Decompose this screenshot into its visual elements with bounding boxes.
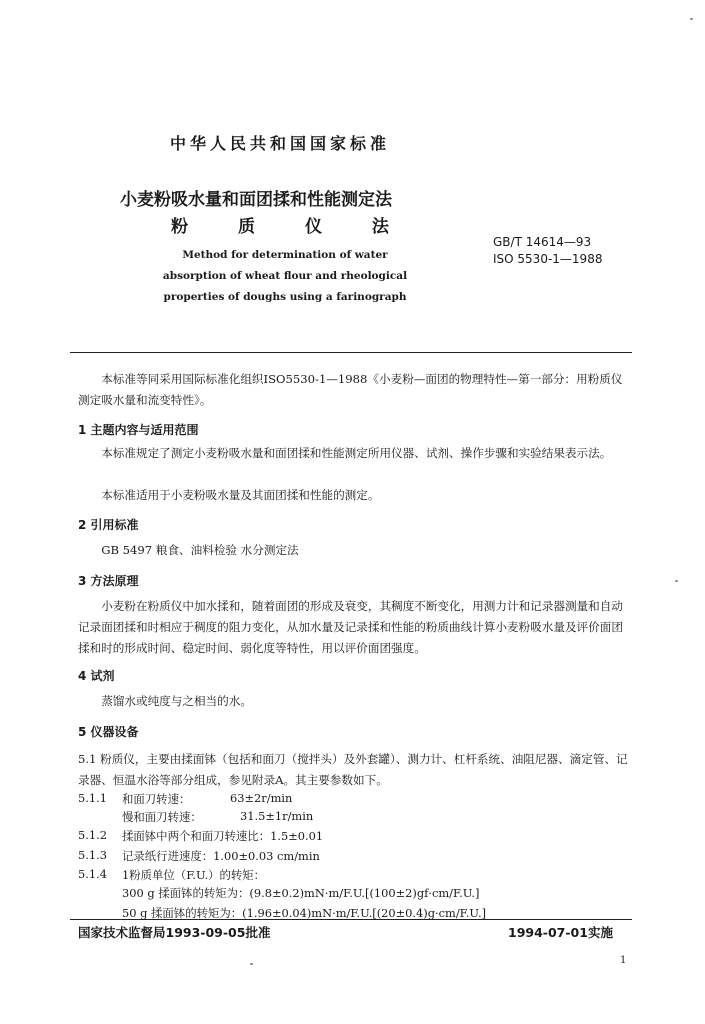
param-text: 揉面钵中两个和面刀转速比：1.5±0.01 xyxy=(122,829,324,843)
param-number: 5.1.3 xyxy=(78,848,107,862)
standard-codes xyxy=(493,234,602,268)
param-number: 5.1.1 xyxy=(78,791,107,805)
scan-speck xyxy=(250,963,253,965)
approval-date: 国家技术监督局1993-09-05批准 xyxy=(78,925,271,940)
section-4-paragraph-1: 蒸馏水或纯度与之相当的水。 xyxy=(101,694,252,708)
section-heading-5: 5 仪器设备 xyxy=(78,725,139,739)
footer-divider xyxy=(70,919,632,920)
intro-paragraph: 本标准等同采用国际标准化组织ISO5530-1—1988《小麦粉—面团的物理特性—第一部分：用粉质仪测定吸水量和流变特性》。 xyxy=(78,372,623,407)
scan-speck xyxy=(675,580,678,582)
section-heading-4: 4 试剂 xyxy=(78,669,115,683)
param-text: 慢和面刀转速： xyxy=(122,810,202,824)
section-5-paragraph-1: 5.1 粉质仪，主要由揉面钵（包括和面刀（搅拌头）及外套罐）、测力计、杠杆系统、油阻尼器、滴定管、记录器、恒温水浴等部分组成，参见附录A。其主要参数如下。 xyxy=(78,752,628,787)
param-text: 300 g 揉面钵的转矩为：(9.8±0.2)mN·m/F.U.[(100±2)gf·cm/F.U.] xyxy=(122,886,480,900)
document-title-cn: 小麦粉吸水量和面团揉和性能测定法 xyxy=(120,190,392,210)
section-1-paragraph-1: 本标准规定了测定小麦粉吸水量和面团揉和性能测定所用仪器、试剂、操作步骤和实验结果表示法。 xyxy=(101,446,612,460)
section-2-paragraph-1: GB 5497 粮食、油料检验 水分测定法 xyxy=(101,543,299,557)
implementation-date: 1994-07-01实施 xyxy=(508,925,613,940)
param-value: 31.5±1r/min xyxy=(240,809,314,823)
param-text: 50 g 揉面钵的转矩为：(1.96±0.04)mN·m/F.U.[(20±0.4)g·cm/F.U.] xyxy=(122,906,487,920)
param-number: 5.1.2 xyxy=(78,828,107,842)
header-divider xyxy=(70,352,632,353)
gb-code: GB/T 14614—93 xyxy=(493,235,592,249)
section-3-paragraph-1: 小麦粉在粉质仪中加水揉和，随着面团的形成及衰变，其稠度不断变化，用测力计和记录器测量和自动记录面团揉和时相应于稠度的阻力变化，从加水量及记录揉和性能的粉质曲线计算小麦粉吸水量及评价面团揉和时的形成时间、稳定时间、弱化度等特性，用以评价面团强度。 xyxy=(78,599,623,655)
document-title-en: Method for determination of water absorption of wheat flour and rheological properties of doughs using a farinograph xyxy=(162,249,408,303)
param-text: 和面刀转速： xyxy=(122,792,191,806)
section-1-paragraph-2: 本标准适用于小麦粉吸水量及其面团揉和性能的测定。 xyxy=(101,488,380,502)
section-heading-1: 1 主题内容与适用范围 xyxy=(78,423,199,437)
section-heading-2: 2 引用标准 xyxy=(78,518,139,532)
document-title-cn-method: 粉 质 仪 法 xyxy=(171,217,389,237)
national-standard-title: 中华人民共和国国家标准 xyxy=(169,134,390,153)
iso-code: ISO 5530-1—1988 xyxy=(493,252,603,266)
scan-speck xyxy=(690,18,693,20)
param-text: 记录纸行进速度：1.00±0.03 cm/min xyxy=(122,849,320,863)
param-number: 5.1.4 xyxy=(78,867,107,881)
param-value: 63±2r/min xyxy=(230,791,293,805)
page-number: 1 xyxy=(620,955,627,966)
param-text: 1粉质单位（F.U.）的转矩： xyxy=(122,868,266,882)
section-heading-3: 3 方法原理 xyxy=(78,574,139,588)
